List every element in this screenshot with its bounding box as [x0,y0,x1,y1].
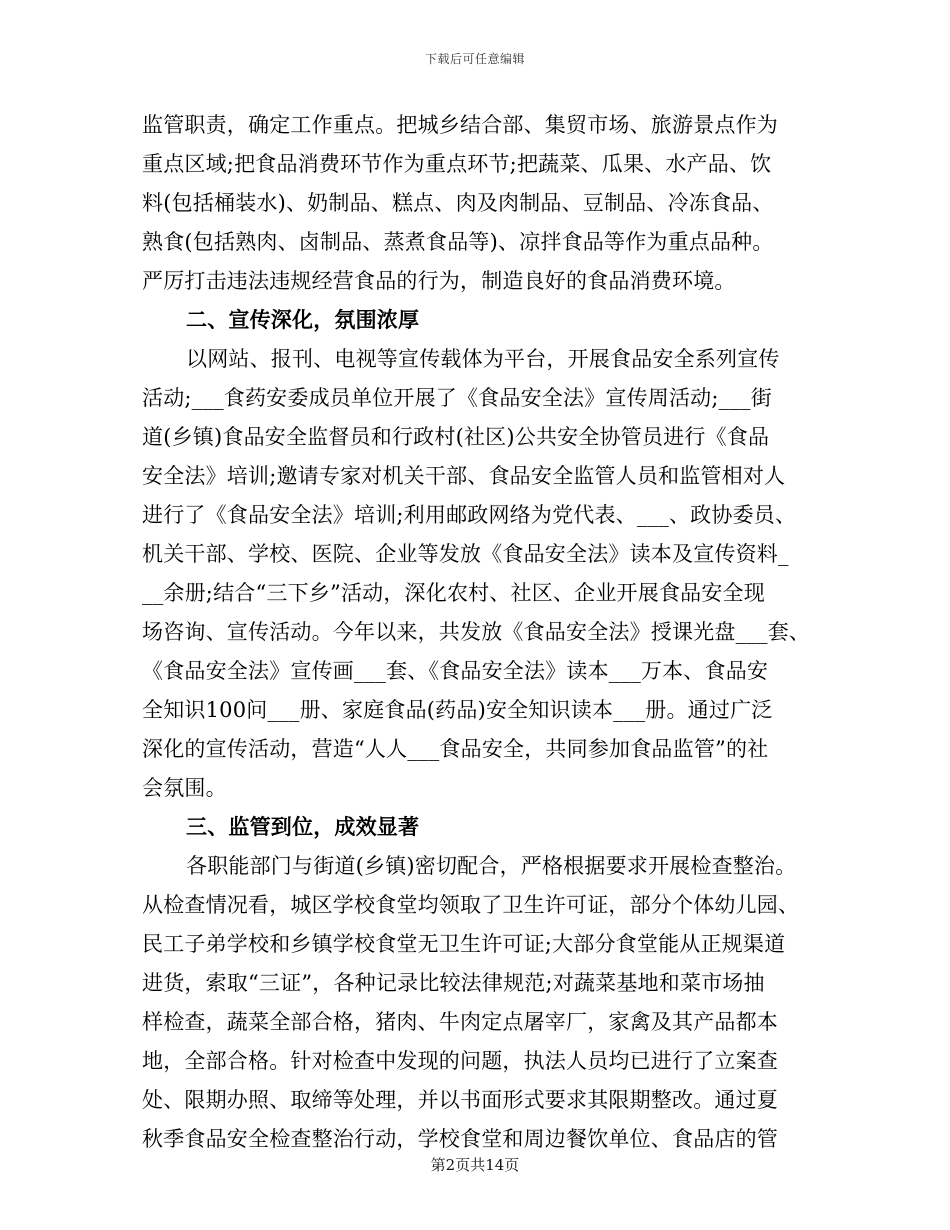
text-line: 机关干部、学校、医院、企业等发放《食品安全法》读本及宣传资料_ [142,542,789,566]
section-heading: 三、监管到位，成效显著 [186,815,420,839]
document-body [142,106,810,1159]
text-line: 安全法》培训;邀请专家对机关干部、食品安全监管人员和监管相对人 [142,464,786,488]
page-header: 下载后可任意编辑 [424,52,525,66]
text-line: 处、限期办照、取缔等处理，并以书面形式要求其限期整改。通过夏 [142,1088,778,1112]
text-line: 料(包括桶装水)、奶制品、糕点、肉及肉制品、豆制品、冷冻食品、 [142,191,774,215]
text-line: 进货，索取“三证”，各种记录比较法律规范;对蔬菜基地和菜市场抽 [142,971,765,995]
page-footer: 第2页共14页 [430,1156,520,1174]
text-line: 以网站、报刊、电视等宣传载体为平台，开展食品安全系列宣传 [186,347,780,371]
text-line: 秋季食品安全检查整治行动，学校食堂和周边餐饮单位、食品店的管 [142,1127,778,1151]
text-line: 监管职责，确定工作重点。把城乡结合部、集贸市场、旅游景点作为 [142,113,778,137]
text-line: 深化的宣传活动，营造“人人___食品安全，共同参加食品监管”的社 [142,737,769,761]
text-line: 《食品安全法》宣传画___套、《食品安全法》读本___万本、食品安 [142,659,769,683]
text-line: 进行了《食品安全法》培训;利用邮政网络为党代表、___、政协委员、 [142,503,797,527]
text-line: 各职能部门与街道(乡镇)密切配合，严格根据要求开展检查整治。 [186,854,797,878]
text-line: 民工子弟学校和乡镇学校食堂无卫生许可证;大部分食堂能从正规渠道 [142,932,786,956]
text-line: 重点区域;把食品消费环节作为重点环节;把蔬菜、瓜果、水产品、饮 [142,152,772,176]
text-line: 地，全部合格。针对检查中发现的问题，执法人员均已进行了立案查 [142,1049,778,1073]
text-line: 全知识100问___册、家庭食品(药品)安全知识读本___册。通过广泛 [142,698,773,722]
text-line: 从检查情况看，城区学校食堂均领取了卫生许可证，部分个体幼儿园、 [142,893,800,917]
text-line: 场咨询、宣传活动。今年以来，共发放《食品安全法》授课光盘___套、 [142,620,811,644]
text-line: 道(乡镇)食品安全监督员和行政村(社区)公共安全协管员进行《食品 [142,425,770,449]
text-line: 熟食(包括熟肉、卤制品、蒸煮食品等)、凉拌食品等作为重点品种。 [142,230,774,254]
text-line: 严厉打击违法违规经营食品的行为，制造良好的食品消费环境。 [142,269,736,293]
text-line: 会氛围。 [142,776,227,800]
text-line: 活动;___食药安委成员单位开展了《食品安全法》宣传周活动;___街 [142,386,772,410]
text-line: 样检查，蔬菜全部合格，猪肉、牛肉定点屠宰厂，家禽及其产品都本 [142,1010,778,1034]
section-heading: 二、宣传深化，氛围浓厚 [186,308,420,332]
text-line: __余册;结合“三下乡”活动，深化农村、社区、企业开展食品安全现 [142,581,765,605]
